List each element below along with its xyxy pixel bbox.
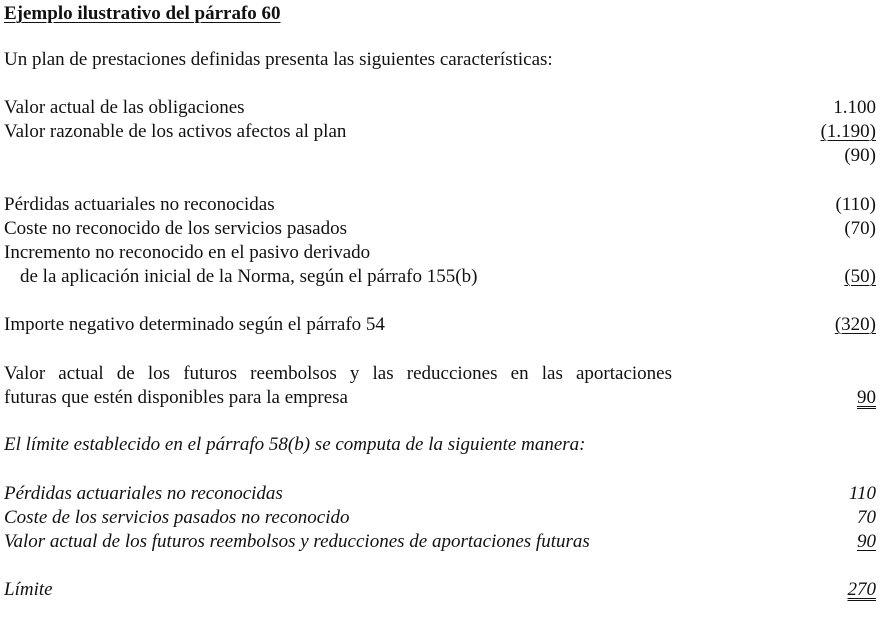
row-plan-assets: [4, 120, 876, 144]
limit-total-value: 270: [847, 579, 876, 600]
limit-actuarial-losses-value: 110: [848, 483, 876, 504]
limit-refunds-value: 90: [857, 531, 876, 552]
past-service-label: Coste no reconocido de los servicios pasados: [4, 218, 347, 239]
limit-past-service-label: Coste de los servicios pasados no reconocido: [4, 507, 350, 528]
actuarial-losses-label: Pérdidas actuariales no reconocidas: [4, 194, 275, 215]
subtotal-value: (90): [844, 145, 876, 166]
row-obligations: [4, 96, 876, 120]
document-title: Ejemplo ilustrativo del párrafo 60: [4, 3, 281, 24]
row-liability-increase-2: [4, 265, 876, 289]
limit-refunds-label: Valor actual de los futuros reembolsos y reducciones de aportaciones futuras: [4, 531, 590, 552]
obligations-value: 1.100: [833, 97, 876, 118]
limit-total-label: Límite: [4, 579, 53, 600]
row-subtotal: [4, 144, 876, 168]
limit-actuarial-losses-label: Pérdidas actuariales no reconocidas: [4, 483, 283, 504]
heading-line: [4, 2, 876, 26]
obligations-label: Valor actual de las obligaciones: [4, 97, 245, 118]
refunds-label-2: futuras que estén disponibles para la empresa: [4, 387, 348, 408]
actuarial-losses-value: (110): [835, 194, 876, 215]
row-refunds-2: [4, 386, 876, 410]
row-refunds-1: [4, 362, 876, 386]
liability-increase-value: (50): [844, 266, 876, 287]
plan-assets-label: Valor razonable de los activos afectos al plan: [4, 121, 347, 142]
limit-past-service-value: 70: [857, 507, 876, 528]
negative-amount-value: (320): [834, 314, 876, 335]
row-past-service: [4, 217, 876, 241]
row-liability-increase-1: [4, 241, 876, 265]
limit-row-actuarial-losses: [4, 482, 876, 506]
limit-intro-line: [4, 433, 876, 457]
row-actuarial-losses: [4, 193, 876, 217]
negative-amount-label: Importe negativo determinado según el párrafo 54: [4, 314, 385, 335]
past-service-value: (70): [844, 218, 876, 239]
refunds-value: 90: [857, 387, 876, 408]
limit-intro-text: El límite establecido en el párrafo 58(b) se computa de la siguiente manera:: [4, 434, 586, 455]
intro-text: Un plan de prestaciones definidas presenta las siguientes características:: [4, 49, 553, 70]
refunds-label-1: Valor actual de los futuros reembolsos y las reducciones en las aportaciones: [4, 363, 672, 384]
row-negative-amount: [4, 313, 876, 337]
liability-increase-label-2: de la aplicación inicial de la Norma, según el párrafo 155(b): [20, 266, 478, 287]
limit-row-past-service: [4, 506, 876, 530]
liability-increase-label-1: Incremento no reconocido en el pasivo derivado: [4, 242, 371, 263]
limit-row-total: [4, 578, 876, 602]
plan-assets-value: (1.190): [820, 121, 876, 142]
limit-row-refunds: [4, 530, 876, 554]
intro-line: [4, 48, 876, 72]
document-page: [4, 0, 876, 621]
